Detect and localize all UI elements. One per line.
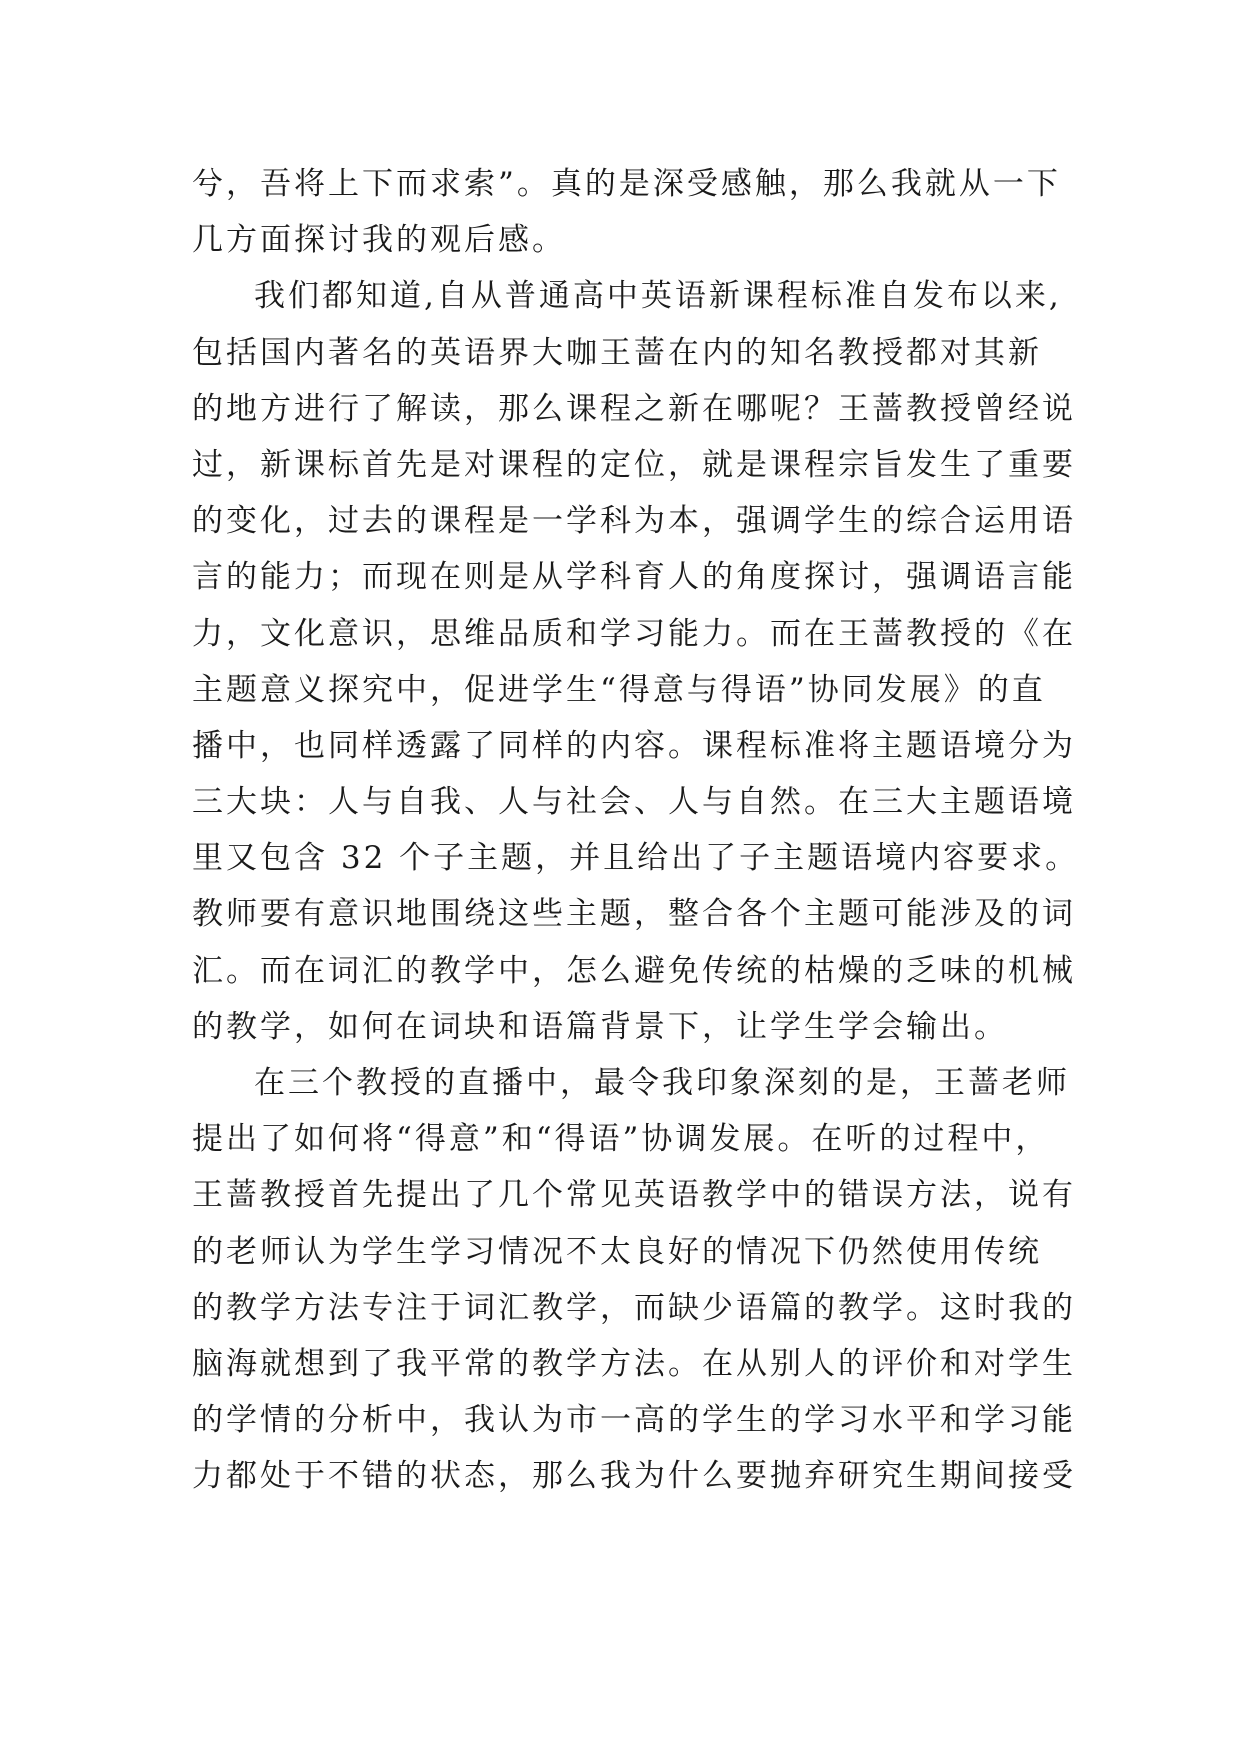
text-line: 的教学，如何在词块和语篇背景下，让学生学会输出。 <box>192 1008 1008 1045</box>
text-line: 里又包含 32 个子主题，并且给出了子主题语境内容要求。 <box>192 840 1080 877</box>
text-line: 播中，也同样透露了同样的内容。课程标准将主题语境分为 <box>192 727 1076 764</box>
text-line: 在三个教授的直播中，最令我印象深刻的是，王蔷老师 <box>254 1065 1070 1101</box>
body-text <box>192 156 1080 1505</box>
text-line: 力都处于不错的状态，那么我为什么要抛弃研究生期间接受 <box>192 1458 1076 1495</box>
text-line: 汇。而在词汇的教学中，怎么避免传统的枯燥的乏味的机械 <box>192 952 1076 989</box>
text-line: 主题意义探究中，促进学生“得意与得语”协同发展》的直 <box>192 671 1046 708</box>
paragraph <box>192 268 1080 1055</box>
text-line: 过，新课标首先是对课程的定位，就是课程宗旨发生了重要 <box>192 446 1076 483</box>
text-line: 的学情的分析中，我认为市一高的学生的学习水平和学习能 <box>192 1402 1076 1439</box>
text-line: 的地方进行了解读，那么课程之新在哪呢？王蔷教授曾经说 <box>192 390 1076 427</box>
text-line: 我们都知道,自从普通高中英语新课程标准自发布以来, <box>254 278 1062 315</box>
text-line: 几方面探讨我的观后感。 <box>192 222 566 259</box>
text-line: 的老师认为学生学习情况不太良好的情况下仍然使用传统 <box>192 1233 1042 1270</box>
text-line: 三大块：人与自我、人与社会、人与自然。在三大主题语境 <box>192 784 1076 821</box>
text-line: 的教学方法专注于词汇教学，而缺少语篇的教学。这时我的 <box>192 1289 1076 1326</box>
text-line: 包括国内著名的英语界大咖王蔷在内的知名教授都对其新 <box>192 334 1042 371</box>
text-line: 的变化，过去的课程是一学科为本，强调学生的综合运用语 <box>192 503 1076 540</box>
text-line: 王蔷教授首先提出了几个常见英语教学中的错误方法，说有 <box>192 1177 1076 1214</box>
text-line: 脑海就想到了我平常的教学方法。在从别人的评价和对学生 <box>192 1345 1076 1382</box>
text-line: 教师要有意识地围绕这些主题，整合各个主题可能涉及的词 <box>192 896 1076 933</box>
paragraph <box>192 156 1072 268</box>
paragraph <box>192 1055 1076 1505</box>
text-line: 力，文化意识，思维品质和学习能力。而在王蔷教授的《在 <box>192 615 1076 652</box>
text-line: 言的能力；而现在则是从学科育人的角度探讨，强调语言能 <box>192 559 1076 596</box>
text-line: 提出了如何将“得意”和“得语”协调发展。在听的过程中， <box>192 1121 1050 1158</box>
text-line: 兮，吾将上下而求索”。真的是深受感触，那么我就从一下 <box>192 166 1061 202</box>
